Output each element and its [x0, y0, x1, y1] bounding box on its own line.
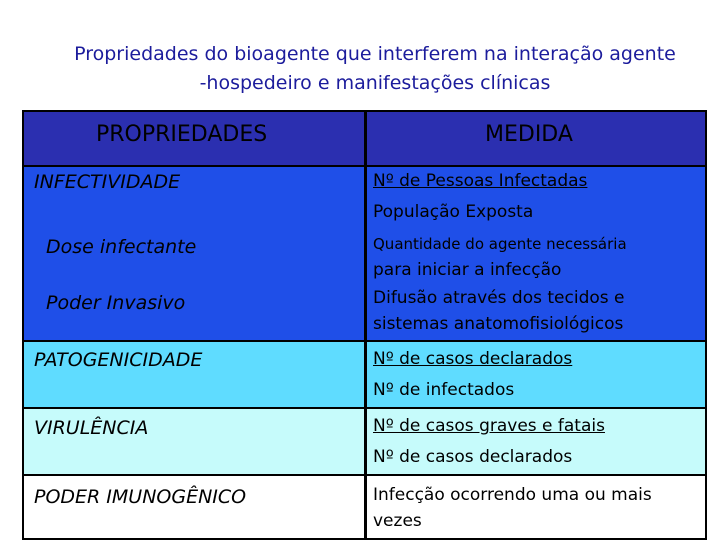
measure-patogenicidade-numerator: Nº de casos declarados [373, 349, 573, 369]
header-cell-properties [24, 112, 364, 165]
measure-dose-line-1: Quantidade do agente necessária [373, 235, 627, 253]
row-property-poder-invasivo: Poder Invasivo [46, 292, 186, 314]
row-property-poder-imunogenico: PODER IMUNOGÊNICO [34, 486, 247, 508]
measure-dose-line-2: para iniciar a infecção [373, 260, 562, 280]
immunogenic-row [24, 476, 705, 540]
row-property-patogenicidade: PATOGENICIDADE [34, 349, 203, 371]
measure-infectividade-denominator: População Exposta [373, 202, 534, 222]
title-line-2: -hospedeiro e manifestações clínicas [199, 72, 551, 94]
virulence-property-cell [24, 409, 364, 474]
header-cell-measure [367, 112, 705, 165]
measure-imunogenico-line-2: vezes [373, 511, 422, 531]
measure-invasivo-line-1: Difusão através dos tecidos e [373, 288, 625, 308]
row-property-dose-infectante: Dose infectante [46, 236, 197, 258]
immunogenic-property-cell [24, 476, 364, 540]
row-property-infectividade: INFECTIVIDADE [34, 171, 181, 193]
slide-title [30, 40, 720, 98]
infectivity-measure-cell [367, 167, 705, 340]
table-header-row [24, 112, 705, 165]
measure-imunogenico-line-1: Infecção ocorrendo uma ou mais [373, 485, 652, 505]
measure-virulencia-denominator: Nº de casos declarados [373, 447, 573, 467]
pathogenicity-measure-cell [367, 342, 705, 407]
measure-invasivo-line-2: sistemas anatomofisiológicos [373, 314, 624, 334]
pathogenicity-row [24, 342, 705, 407]
properties-table [22, 110, 707, 540]
virulence-row [24, 409, 705, 474]
virulence-measure-cell [367, 409, 705, 474]
measure-patogenicidade-denominator: Nº de infectados [373, 380, 515, 400]
infectivity-properties-cell [24, 167, 364, 340]
immunogenic-measure-cell [367, 476, 705, 540]
infectivity-block [24, 167, 705, 340]
header-properties-label: PROPRIEDADES [96, 122, 268, 147]
pathogenicity-property-cell [24, 342, 364, 407]
header-measure-label: MEDIDA [485, 122, 573, 147]
measure-infectividade-numerator: Nº de Pessoas Infectadas [373, 171, 588, 191]
measure-virulencia-numerator: Nº de casos graves e fatais [373, 416, 605, 436]
row-property-virulencia: VIRULÊNCIA [34, 417, 149, 439]
title-line-1: Propriedades do bioagente que interferem na interação agente [74, 43, 676, 65]
